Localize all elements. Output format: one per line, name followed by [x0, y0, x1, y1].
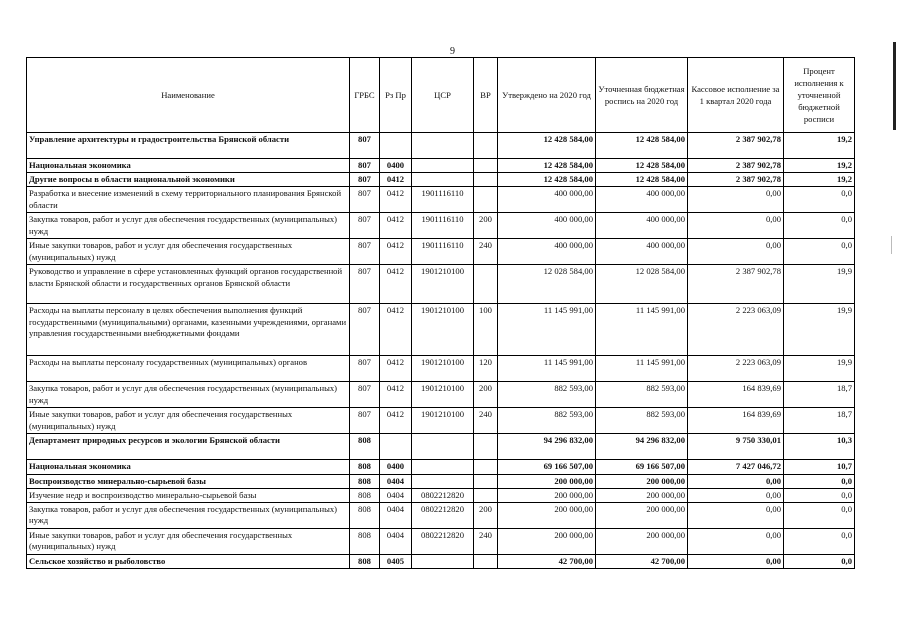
cell-csr: 1901210100	[412, 265, 474, 304]
table-row	[27, 173, 855, 187]
cell-vr	[474, 159, 498, 173]
cell-name: Закупка товаров, работ и услуг для обеспечения государственных (муниципальных) нужд	[27, 503, 350, 529]
cell-percent: 18,7	[784, 408, 855, 434]
cell-rzpr: 0412	[380, 239, 412, 265]
cell-csr	[412, 434, 474, 460]
cell-refined: 11 145 991,00	[596, 304, 688, 356]
cell-csr: 1901116110	[412, 213, 474, 239]
cell-grbs: 807	[350, 133, 380, 159]
cell-rzpr: 0404	[380, 503, 412, 529]
table-row	[27, 474, 855, 488]
cell-approved: 882 593,00	[498, 408, 596, 434]
cell-grbs: 808	[350, 460, 380, 474]
cell-rzpr: 0412	[380, 382, 412, 408]
cell-cash: 164 839,69	[688, 382, 784, 408]
cell-grbs: 808	[350, 555, 380, 569]
cell-cash: 0,00	[688, 474, 784, 488]
cell-refined: 94 296 832,00	[596, 434, 688, 460]
cell-percent: 19,9	[784, 304, 855, 356]
cell-cash: 2 387 902,78	[688, 265, 784, 304]
cell-rzpr: 0412	[380, 173, 412, 187]
cell-cash: 164 839,69	[688, 408, 784, 434]
cell-name: Воспроизводство минерально-сырьевой базы	[27, 474, 350, 488]
cell-rzpr: 0404	[380, 529, 412, 555]
cell-approved: 42 700,00	[498, 555, 596, 569]
cell-rzpr: 0400	[380, 159, 412, 173]
cell-csr	[412, 460, 474, 474]
cell-refined: 42 700,00	[596, 555, 688, 569]
cell-csr: 0802212820	[412, 488, 474, 502]
cell-percent: 0,0	[784, 474, 855, 488]
table-row	[27, 382, 855, 408]
cell-grbs: 808	[350, 503, 380, 529]
cell-approved: 12 028 584,00	[498, 265, 596, 304]
cell-vr	[474, 555, 498, 569]
budget-execution-table	[26, 57, 855, 569]
cell-grbs: 807	[350, 265, 380, 304]
cell-name: Закупка товаров, работ и услуг для обеспечения государственных (муниципальных) нужд	[27, 213, 350, 239]
cell-grbs: 807	[350, 213, 380, 239]
cell-rzpr: 0400	[380, 460, 412, 474]
table-row	[27, 503, 855, 529]
cell-percent: 0,0	[784, 239, 855, 265]
table-row	[27, 133, 855, 159]
header-approved: Утверждено на 2020 год	[498, 58, 596, 133]
cell-cash: 2 387 902,78	[688, 133, 784, 159]
cell-cash: 2 387 902,78	[688, 173, 784, 187]
cell-name: Расходы на выплаты персоналу в целях обеспечения выполнения функций государственными (муниципальными) органами, казенными учреждениями, органами управления государственными внебюджетными фондами	[27, 304, 350, 356]
cell-grbs: 807	[350, 239, 380, 265]
cell-name: Иные закупки товаров, работ и услуг для обеспечения государственных (муниципальных) нужд	[27, 408, 350, 434]
cell-percent: 19,2	[784, 133, 855, 159]
table-row	[27, 555, 855, 569]
cell-percent: 0,0	[784, 187, 855, 213]
cell-name: Департамент природных ресурсов и экологии Брянской области	[27, 434, 350, 460]
cell-name: Управление архитектуры и градостроительства Брянской области	[27, 133, 350, 159]
cell-approved: 200 000,00	[498, 488, 596, 502]
cell-vr: 200	[474, 213, 498, 239]
cell-cash: 2 223 063,09	[688, 304, 784, 356]
cell-rzpr: 0412	[380, 408, 412, 434]
cell-approved: 200 000,00	[498, 474, 596, 488]
cell-refined: 400 000,00	[596, 213, 688, 239]
cell-vr: 100	[474, 304, 498, 356]
cell-refined: 882 593,00	[596, 408, 688, 434]
cell-refined: 200 000,00	[596, 474, 688, 488]
cell-refined: 69 166 507,00	[596, 460, 688, 474]
cell-refined: 200 000,00	[596, 488, 688, 502]
scan-edge-mark-small	[891, 236, 892, 254]
cell-rzpr	[380, 434, 412, 460]
cell-grbs: 808	[350, 529, 380, 555]
cell-percent: 0,0	[784, 555, 855, 569]
cell-refined: 12 428 584,00	[596, 133, 688, 159]
table-row	[27, 529, 855, 555]
cell-refined: 200 000,00	[596, 503, 688, 529]
cell-vr	[474, 488, 498, 502]
cell-rzpr: 0412	[380, 265, 412, 304]
cell-cash: 2 223 063,09	[688, 356, 784, 382]
cell-name: Иные закупки товаров, работ и услуг для обеспечения государственных (муниципальных) нужд	[27, 529, 350, 555]
table-row	[27, 434, 855, 460]
cell-approved: 11 145 991,00	[498, 356, 596, 382]
cell-name: Другие вопросы в области национальной экономики	[27, 173, 350, 187]
cell-vr	[474, 434, 498, 460]
scan-edge-mark	[893, 42, 896, 130]
cell-cash: 7 427 046,72	[688, 460, 784, 474]
cell-vr	[474, 474, 498, 488]
cell-name: Иные закупки товаров, работ и услуг для обеспечения государственных (муниципальных) нужд	[27, 239, 350, 265]
cell-grbs: 808	[350, 488, 380, 502]
cell-cash: 9 750 330,01	[688, 434, 784, 460]
cell-name: Разработка и внесение изменений в схему территориального планирования Брянской области	[27, 187, 350, 213]
table-row	[27, 408, 855, 434]
cell-name: Расходы на выплаты персоналу государственных (муниципальных) органов	[27, 356, 350, 382]
table-row	[27, 187, 855, 213]
cell-vr: 240	[474, 408, 498, 434]
cell-refined: 400 000,00	[596, 187, 688, 213]
cell-percent: 19,2	[784, 173, 855, 187]
cell-approved: 200 000,00	[498, 503, 596, 529]
cell-rzpr: 0412	[380, 213, 412, 239]
cell-approved: 11 145 991,00	[498, 304, 596, 356]
cell-csr: 0802212820	[412, 503, 474, 529]
cell-vr	[474, 133, 498, 159]
cell-vr	[474, 173, 498, 187]
cell-csr	[412, 555, 474, 569]
cell-name: Изучение недр и воспроизводство минерально-сырьевой базы	[27, 488, 350, 502]
cell-percent: 0,0	[784, 488, 855, 502]
cell-percent: 10,7	[784, 460, 855, 474]
cell-csr: 0802212820	[412, 529, 474, 555]
cell-name: Закупка товаров, работ и услуг для обеспечения государственных (муниципальных) нужд	[27, 382, 350, 408]
cell-approved: 12 428 584,00	[498, 159, 596, 173]
header-cash: Кассовое исполнение за 1 квартал 2020 года	[688, 58, 784, 133]
cell-approved: 882 593,00	[498, 382, 596, 408]
cell-rzpr: 0404	[380, 488, 412, 502]
cell-rzpr: 0412	[380, 187, 412, 213]
cell-csr: 1901116110	[412, 187, 474, 213]
header-vr: ВР	[474, 58, 498, 133]
cell-approved: 400 000,00	[498, 213, 596, 239]
cell-approved: 94 296 832,00	[498, 434, 596, 460]
cell-grbs: 807	[350, 304, 380, 356]
cell-percent: 0,0	[784, 213, 855, 239]
cell-grbs: 808	[350, 474, 380, 488]
table-row	[27, 265, 855, 304]
cell-csr	[412, 133, 474, 159]
cell-approved: 12 428 584,00	[498, 173, 596, 187]
cell-grbs: 807	[350, 173, 380, 187]
cell-grbs: 807	[350, 159, 380, 173]
table-row	[27, 356, 855, 382]
cell-csr: 1901210100	[412, 356, 474, 382]
cell-refined: 12 428 584,00	[596, 173, 688, 187]
cell-cash: 2 387 902,78	[688, 159, 784, 173]
cell-name: Руководство и управление в сфере установленных функций органов государственной власти Брянской области и государственных органов Брянской области	[27, 265, 350, 304]
cell-refined: 882 593,00	[596, 382, 688, 408]
cell-rzpr	[380, 133, 412, 159]
cell-name: Национальная экономика	[27, 159, 350, 173]
cell-vr: 240	[474, 529, 498, 555]
cell-vr: 200	[474, 503, 498, 529]
cell-refined: 200 000,00	[596, 529, 688, 555]
header-refined: Уточненная бюджетная роспись на 2020 год	[596, 58, 688, 133]
cell-vr	[474, 265, 498, 304]
table-row	[27, 460, 855, 474]
cell-percent: 10,3	[784, 434, 855, 460]
table-row	[27, 159, 855, 173]
cell-cash: 0,00	[688, 239, 784, 265]
header-name: Наименование	[27, 58, 350, 133]
cell-grbs: 807	[350, 382, 380, 408]
table-row	[27, 213, 855, 239]
cell-refined: 12 428 584,00	[596, 159, 688, 173]
cell-grbs: 808	[350, 434, 380, 460]
header-csr: ЦСР	[412, 58, 474, 133]
cell-vr: 200	[474, 382, 498, 408]
cell-percent: 0,0	[784, 529, 855, 555]
cell-refined: 400 000,00	[596, 239, 688, 265]
cell-csr: 1901116110	[412, 239, 474, 265]
cell-grbs: 807	[350, 408, 380, 434]
cell-vr: 240	[474, 239, 498, 265]
cell-cash: 0,00	[688, 503, 784, 529]
cell-percent: 19,2	[784, 159, 855, 173]
cell-csr: 1901210100	[412, 382, 474, 408]
cell-cash: 0,00	[688, 213, 784, 239]
cell-cash: 0,00	[688, 529, 784, 555]
cell-grbs: 807	[350, 356, 380, 382]
cell-approved: 400 000,00	[498, 239, 596, 265]
cell-approved: 400 000,00	[498, 187, 596, 213]
table-row	[27, 304, 855, 356]
cell-rzpr: 0405	[380, 555, 412, 569]
header-percent: Процент исполнения к уточненной бюджетной росписи	[784, 58, 855, 133]
cell-cash: 0,00	[688, 488, 784, 502]
header-rzpr: Рз Пр	[380, 58, 412, 133]
cell-vr	[474, 187, 498, 213]
cell-approved: 12 428 584,00	[498, 133, 596, 159]
table-header-row	[27, 58, 855, 133]
cell-csr: 1901210100	[412, 304, 474, 356]
cell-name: Сельское хозяйство и рыболовство	[27, 555, 350, 569]
table-row	[27, 488, 855, 502]
cell-vr: 120	[474, 356, 498, 382]
cell-vr	[474, 460, 498, 474]
cell-name: Национальная экономика	[27, 460, 350, 474]
page-number: 9	[450, 46, 455, 57]
table-row	[27, 239, 855, 265]
cell-csr	[412, 173, 474, 187]
cell-grbs: 807	[350, 187, 380, 213]
cell-rzpr: 0412	[380, 356, 412, 382]
cell-csr	[412, 159, 474, 173]
cell-refined: 12 028 584,00	[596, 265, 688, 304]
cell-cash: 0,00	[688, 187, 784, 213]
cell-percent: 19,9	[784, 356, 855, 382]
cell-approved: 200 000,00	[498, 529, 596, 555]
cell-rzpr: 0404	[380, 474, 412, 488]
table-body	[27, 133, 855, 569]
cell-cash: 0,00	[688, 555, 784, 569]
cell-csr	[412, 474, 474, 488]
cell-csr: 1901210100	[412, 408, 474, 434]
header-grbs: ГРБС	[350, 58, 380, 133]
cell-percent: 18,7	[784, 382, 855, 408]
cell-percent: 0,0	[784, 503, 855, 529]
cell-rzpr: 0412	[380, 304, 412, 356]
cell-approved: 69 166 507,00	[498, 460, 596, 474]
cell-percent: 19,9	[784, 265, 855, 304]
cell-refined: 11 145 991,00	[596, 356, 688, 382]
